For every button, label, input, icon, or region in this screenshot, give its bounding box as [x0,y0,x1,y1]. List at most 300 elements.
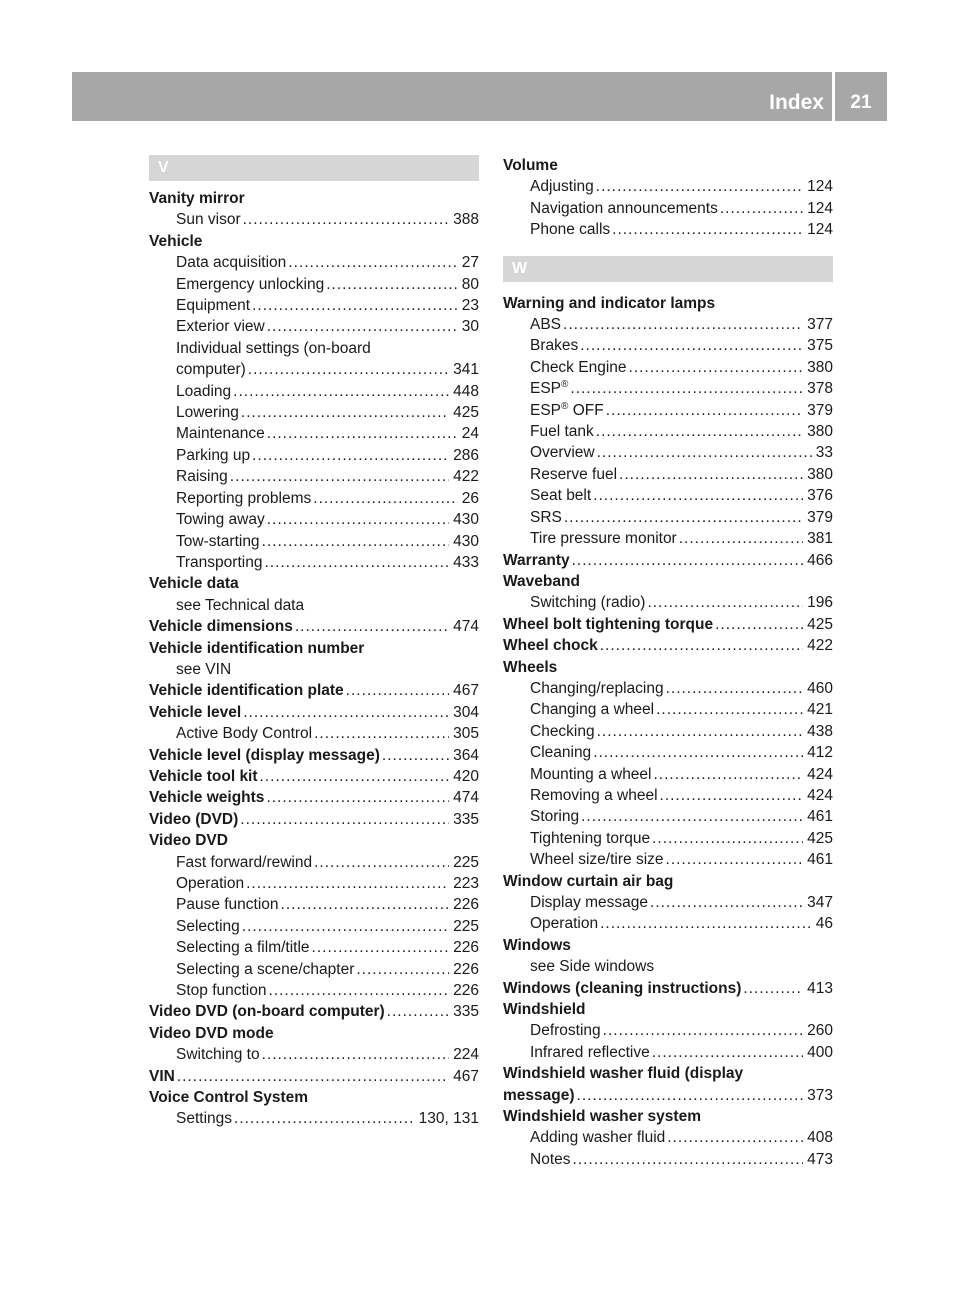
entry-label: Vehicle data [149,575,239,593]
entry-label: Lowering [176,404,239,422]
entry-label: Adjusting [530,178,594,196]
page-reference: 23 [461,297,479,315]
entry-label: see VIN [176,660,232,678]
dot-leader [356,959,449,980]
entry-label: Vehicle level (display message) [149,746,380,764]
index-entry [149,809,479,830]
dot-leader [652,1042,803,1063]
index-subentry [503,806,833,827]
entry-label: Window curtain air bag [503,872,674,890]
entry-label: Switching to [176,1046,260,1064]
entry-label: Maintenance [176,425,265,443]
entry-label: Selecting [176,917,240,935]
page-reference: 474 [453,618,479,636]
page-reference: 226 [453,960,479,978]
index-subentry [149,937,479,958]
entry-label: Transporting [176,553,263,571]
dot-leader [243,209,450,230]
page-reference: 380 [807,423,833,441]
dot-leader [268,980,449,1001]
dot-leader [654,764,804,785]
page-reference: 460 [807,679,833,697]
entry-label: VIN [149,1067,175,1085]
index-subentry [149,381,479,402]
index-entry [149,745,479,766]
entry-label: Fuel tank [530,423,594,441]
index-subentry [149,359,479,380]
index-subentry [149,552,479,573]
page-number: 21 [850,92,872,113]
index-subentry [149,252,479,273]
page-reference: 461 [807,808,833,826]
page-reference: 400 [807,1043,833,1061]
index-entry [149,787,479,808]
index-subentry [503,785,833,806]
dot-leader [252,295,458,316]
dot-leader [581,806,803,827]
dot-leader [593,742,803,763]
entry-label: Windows [503,936,571,954]
page-reference: 80 [461,275,479,293]
page-reference: 379 [807,401,833,419]
entry-label: Waveband [503,572,580,590]
index-entry [503,1063,833,1084]
page-reference: 376 [807,487,833,505]
index-subentry [149,316,479,337]
index-subentry [149,423,479,444]
index-entry [149,231,479,252]
entry-label: Warning and indicator lamps [503,294,716,312]
entry-label: Check Engine [530,358,627,376]
entry-label: Tightening torque [530,829,651,847]
page-reference: 430 [453,511,479,529]
entry-label: ABS [530,316,562,334]
dot-leader [593,485,803,506]
entry-label: Volume [503,157,558,174]
dot-leader [312,937,450,958]
dot-leader [600,635,803,656]
dot-leader [264,552,449,573]
dot-leader [313,488,457,509]
dot-leader [580,335,803,356]
entry-label: Windshield washer fluid (display [503,1065,744,1083]
page-reference: 335 [453,810,479,828]
entry-label: Tire pressure monitor [530,530,677,548]
dot-leader [656,699,803,720]
dot-leader [243,702,449,723]
entry-label: Vehicle identification plate [149,682,344,700]
index-entry-list [503,293,833,1171]
page-reference: 377 [807,316,833,334]
index-subentry [149,873,479,894]
entry-label: Vehicle [149,232,203,250]
dot-leader [281,894,450,915]
entry-label: Wheel chock [503,637,598,655]
index-subentry [503,528,833,549]
index-subentry [149,1108,479,1129]
dot-leader [720,198,803,219]
page-reference: 424 [807,786,833,804]
page-reference: 225 [453,853,479,871]
page-reference: 124 [807,221,833,239]
dot-leader [572,550,804,571]
dot-leader [288,252,457,273]
entry-label: Operation [176,875,245,892]
entry-label: message) [503,1086,575,1104]
entry-label: Vehicle dimensions [149,618,293,636]
entry-label: Settings [176,1110,233,1128]
page-reference: 413 [807,979,833,997]
index-subentry [503,592,833,613]
page-reference: 30 [461,318,479,336]
entry-label: computer) [176,361,246,379]
entry-label: Changing/replacing [530,679,664,697]
page-reference: 304 [453,703,479,721]
page-reference: 286 [453,446,479,464]
index-subentry [149,488,479,509]
page-reference: 388 [453,211,479,229]
dot-leader [267,316,458,337]
dot-leader [230,466,449,487]
dot-leader [660,785,804,806]
entry-label: Windows (cleaning instructions) [503,979,742,997]
index-subentry [503,219,833,240]
index-subentry [149,916,479,937]
entry-label: Active Body Control [176,725,313,743]
entry-label: Video DVD (on-board computer) [149,1003,385,1021]
index-entry [503,657,833,678]
page-reference: 448 [453,382,479,400]
page-reference: 225 [453,917,479,935]
dot-leader [326,274,458,295]
index-subentry [149,466,479,487]
entry-label: Seat belt [530,487,592,505]
dot-leader [629,357,804,378]
entry-label: Brakes [530,337,579,355]
page-reference: 380 [807,358,833,376]
page-reference: 467 [453,682,479,700]
page-reference: 46 [815,915,833,933]
entry-label: Parking up [176,446,251,464]
dot-leader [314,723,449,744]
index-entry [503,978,833,999]
dot-leader [262,1044,450,1065]
index-entry-list [149,188,479,1130]
entry-label: Removing a wheel [530,786,658,804]
page-reference: 420 [453,767,479,785]
entry-label: Voice Control System [149,1089,309,1107]
dot-leader [619,464,803,485]
index-subentry [503,378,833,399]
dot-leader [246,873,449,894]
index-subentry [149,852,479,873]
index-subentry [149,509,479,530]
entry-label: Selecting a film/title [176,939,310,957]
index-subentry [149,723,479,744]
page-reference: 24 [461,425,479,443]
entry-label: Overview [530,444,595,462]
dot-leader [606,400,803,421]
index-subentry [149,959,479,980]
dot-leader [666,849,804,870]
index-entry [149,188,479,209]
index-subentry [149,980,479,1001]
index-subentry [149,445,479,466]
dot-leader [597,721,804,742]
index-subentry [503,1127,833,1148]
index-subentry [149,1044,479,1065]
dot-leader [233,381,449,402]
dot-leader [600,913,812,934]
page-reference: 373 [807,1086,833,1104]
entry-label: Defrosting [530,1022,601,1040]
page-reference: 224 [453,1046,479,1064]
entry-label: Windshield washer system [503,1108,701,1126]
index-entry [149,573,479,594]
index-subentry [503,421,833,442]
index-entry [503,1106,833,1127]
page-reference: 381 [807,530,833,548]
dot-leader [266,787,449,808]
page-reference: 422 [807,637,833,655]
entry-label: Emergency unlocking [176,275,325,293]
index-entry [149,1023,479,1044]
index-subentry [503,956,833,977]
index-entry [149,830,479,851]
entry-label: Vehicle tool kit [149,767,258,785]
index-subentry [503,314,833,335]
index-subentry [503,176,833,197]
page-reference: 379 [807,508,833,526]
index-entry [149,1001,479,1022]
dot-leader [314,852,449,873]
entry-label: Changing a wheel [530,701,655,719]
page-reference: 422 [453,468,479,486]
dot-leader [234,1108,415,1129]
index-entry [149,680,479,701]
entry-label: Video DVD mode [149,1024,274,1042]
entry-label: Cleaning [530,744,592,762]
index-subentry [503,699,833,720]
dot-leader [262,531,450,552]
index-column-left [149,155,479,1130]
dot-leader [382,745,449,766]
entry-label: see Technical data [176,596,305,614]
index-subentry [503,400,833,421]
page-reference: 380 [807,465,833,483]
page-reference: 305 [453,725,479,743]
page-reference: 461 [807,851,833,869]
entry-label: Towing away [176,511,265,529]
dot-leader [667,1127,803,1148]
index-subentry [503,828,833,849]
index-subentry [503,913,833,934]
index-entry [503,550,833,571]
index-entry [149,766,479,787]
section-header-v: V [149,155,479,181]
index-subentry [503,485,833,506]
page-reference: 430 [453,532,479,550]
page-reference: 474 [453,789,479,807]
index-subentry [503,1020,833,1041]
index-subentry [149,894,479,915]
index-entry [149,616,479,637]
page-reference: 424 [807,765,833,783]
index-entry [149,638,479,659]
entry-label: Video (DVD) [149,810,239,828]
index-column-right [503,155,833,1170]
page-reference: 378 [807,380,833,398]
index-entry [503,635,833,656]
page-reference: 196 [807,594,833,612]
dot-leader [650,892,803,913]
dot-leader [612,219,803,240]
index-subentry [503,849,833,870]
page-reference: 27 [461,254,479,272]
entry-label: Switching (radio) [530,594,646,612]
index-subentry [149,338,479,359]
index-entry [503,871,833,892]
index-subentry [503,442,833,463]
dot-leader [346,680,449,701]
page-reference: 425 [453,404,479,422]
page-reference: 260 [807,1022,833,1040]
dot-leader [564,507,803,528]
index-subentry [503,357,833,378]
dot-leader [715,614,803,635]
entry-label: Checking [530,722,595,740]
dot-leader [577,1085,804,1106]
entry-label: ESP® [530,379,569,398]
dot-leader [597,442,812,463]
entry-label: Video DVD [149,832,228,850]
index-subentry [149,295,479,316]
page-reference: 124 [807,199,833,217]
entry-label: Adding washer fluid [530,1129,666,1147]
page-reference: 425 [807,615,833,633]
index-subentry [503,721,833,742]
index-subentry [503,464,833,485]
page-reference: 408 [807,1129,833,1147]
entry-label: see Side windows [530,958,655,976]
dot-leader [573,1149,804,1170]
index-subentry [503,335,833,356]
index-subentry [149,595,479,616]
page-title: Index [769,91,824,114]
entry-label: Warranty [503,551,570,569]
entry-label: Individual settings (on-board [176,339,371,357]
index-entry [503,935,833,956]
entry-label: Exterior view [176,318,265,336]
dot-leader [267,509,449,530]
entry-label: Tow-starting [176,532,260,550]
dot-leader [267,423,458,444]
dot-leader [666,678,804,699]
entry-label: Navigation announcements [530,199,718,217]
entry-label: Wheel bolt tightening torque [503,615,714,633]
dot-leader [241,402,449,423]
entry-label: Infrared reflective [530,1043,650,1061]
entry-label: SRS [530,508,562,526]
page-reference: 466 [807,551,833,569]
index-subentry [149,209,479,230]
entry-label: Pause function [176,896,279,914]
dot-leader [679,528,803,549]
page-reference: 421 [807,701,833,719]
entry-label: Vehicle weights [149,789,265,807]
index-subentry [503,742,833,763]
page-reference: 226 [453,982,479,1000]
dot-leader [570,378,803,399]
dot-leader [248,359,449,380]
index-entry-list [503,155,833,241]
entry-label: Operation [530,915,599,933]
page-reference: 433 [453,553,479,571]
index-entry [503,1085,833,1106]
entry-label: Reserve fuel [530,465,618,483]
page-reference: 226 [453,896,479,914]
entry-label: ESP® OFF [530,400,604,419]
page-reference: 412 [807,744,833,762]
entry-label: Windshield [503,1001,586,1019]
dot-leader [240,809,449,830]
index-subentry [503,507,833,528]
page-reference: 130, 131 [418,1110,479,1128]
entry-label: Vehicle level [149,703,242,721]
entry-label: Raising [176,468,228,486]
dot-leader [596,176,803,197]
entry-label: Reporting problems [176,489,312,507]
index-subentry [149,274,479,295]
page-reference: 467 [453,1067,479,1085]
page-reference: 26 [461,489,479,507]
page-reference: 438 [807,722,833,740]
index-subentry [503,1149,833,1170]
dot-leader [647,592,803,613]
page-reference: 375 [807,337,833,355]
page-reference: 473 [807,1150,833,1168]
dot-leader [743,978,803,999]
index-entry [503,155,833,176]
dot-leader [596,421,803,442]
index-subentry [503,764,833,785]
entry-label: Wheel size/tire size [530,851,664,869]
index-subentry [503,892,833,913]
entry-label: Wheels [503,658,558,676]
index-subentry [149,659,479,680]
entry-label: Notes [530,1150,571,1168]
page-reference: 341 [453,361,479,379]
dot-leader [652,828,803,849]
index-entry [149,702,479,723]
dot-leader [177,1066,449,1087]
dot-leader [603,1020,803,1041]
entry-label: Phone calls [530,221,611,239]
index-entry [503,999,833,1020]
section-header-w: W [503,256,833,282]
entry-label: Data acquisition [176,254,287,272]
index-subentry [503,1042,833,1063]
entry-label: Loading [176,382,232,400]
entry-label: Selecting a scene/chapter [176,960,355,978]
page-reference: 226 [453,939,479,957]
dot-leader [252,445,449,466]
page-reference: 347 [807,894,833,911]
index-subentry [149,531,479,552]
entry-label: Equipment [176,297,251,315]
dot-leader [295,616,449,637]
entry-label: Mounting a wheel [530,765,652,783]
